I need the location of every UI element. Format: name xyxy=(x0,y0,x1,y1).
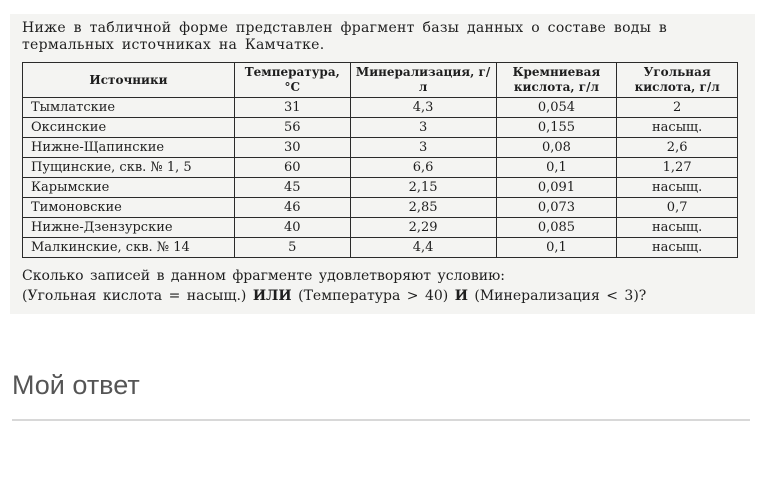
table-header-row xyxy=(23,63,738,98)
cell-temperature: 45 xyxy=(234,178,350,198)
cell-temperature: 60 xyxy=(234,158,350,178)
question-line-1: Сколько записей в данном фрагменте удовлетворяют условию: xyxy=(22,268,506,284)
cell-carbonic-acid: 1,27 xyxy=(617,158,738,178)
header-temperature: Температура, °C xyxy=(234,63,350,98)
cell-carbonic-acid: 0,7 xyxy=(617,198,738,218)
cell-source: Пущинские, скв. № 1, 5 xyxy=(23,158,235,178)
cell-source: Малкинские, скв. № 14 xyxy=(23,238,235,258)
cell-mineralization: 4,4 xyxy=(350,238,496,258)
cell-mineralization: 6,6 xyxy=(350,158,496,178)
cell-source: Тымлатские xyxy=(23,98,235,118)
answer-label: Мой ответ xyxy=(12,370,140,400)
question-line-2 xyxy=(22,286,747,306)
table-row xyxy=(23,118,738,138)
cell-silicic-acid: 0,155 xyxy=(496,118,617,138)
cell-temperature: 31 xyxy=(234,98,350,118)
cell-temperature: 5 xyxy=(234,238,350,258)
task-scan xyxy=(10,14,755,314)
cell-temperature: 46 xyxy=(234,198,350,218)
cell-silicic-acid: 0,054 xyxy=(496,98,617,118)
cell-carbonic-acid: насыщ. xyxy=(617,118,738,138)
cell-mineralization: 2,15 xyxy=(350,178,496,198)
table-row xyxy=(23,158,738,178)
cell-mineralization: 4,3 xyxy=(350,98,496,118)
operator-or: ИЛИ xyxy=(252,288,292,304)
cell-source: Тимоновские xyxy=(23,198,235,218)
header-silicic-acid: Кремниевая кислота, г/л xyxy=(496,63,617,98)
cell-silicic-acid: 0,091 xyxy=(496,178,617,198)
condition-mineralization: (Минерализация < 3)? xyxy=(474,288,647,304)
cell-temperature: 56 xyxy=(234,118,350,138)
cell-mineralization: 3 xyxy=(350,118,496,138)
cell-source: Нижне-Щапинские xyxy=(23,138,235,158)
cell-carbonic-acid: насыщ. xyxy=(617,218,738,238)
operator-and: И xyxy=(454,288,468,304)
cell-silicic-acid: 0,1 xyxy=(496,238,617,258)
answer-divider xyxy=(12,419,750,421)
header-mineralization: Минерализация, г/л xyxy=(350,63,496,98)
cell-silicic-acid: 0,08 xyxy=(496,138,617,158)
cell-temperature: 40 xyxy=(234,218,350,238)
table-row xyxy=(23,218,738,238)
data-table xyxy=(22,62,738,258)
condition-temperature: (Температура > 40) xyxy=(298,288,449,304)
cell-carbonic-acid: насыщ. xyxy=(617,178,738,198)
table-row xyxy=(23,98,738,118)
table-row xyxy=(23,238,738,258)
cell-source: Карымские xyxy=(23,178,235,198)
cell-silicic-acid: 0,085 xyxy=(496,218,617,238)
cell-mineralization: 2,29 xyxy=(350,218,496,238)
cell-mineralization: 2,85 xyxy=(350,198,496,218)
cell-silicic-acid: 0,073 xyxy=(496,198,617,218)
cell-carbonic-acid: 2 xyxy=(617,98,738,118)
cell-carbonic-acid: насыщ. xyxy=(617,238,738,258)
cell-carbonic-acid: 2,6 xyxy=(617,138,738,158)
table-row xyxy=(23,138,738,158)
cell-temperature: 30 xyxy=(234,138,350,158)
table-row xyxy=(23,178,738,198)
cell-source: Нижне-Дзензурские xyxy=(23,218,235,238)
table-row xyxy=(23,198,738,218)
cell-silicic-acid: 0,1 xyxy=(496,158,617,178)
task-question xyxy=(22,266,747,306)
header-sources: Источники xyxy=(23,63,235,98)
condition-carbonic: (Угольная кислота = насыщ.) xyxy=(22,288,247,304)
task-intro: Ниже в табличной форме представлен фрагмент базы данных о составе воды в термальных источниках на Камчатке. xyxy=(22,20,668,53)
cell-mineralization: 3 xyxy=(350,138,496,158)
header-carbonic-acid: Угольная кислота, г/л xyxy=(617,63,738,98)
cell-source: Оксинские xyxy=(23,118,235,138)
